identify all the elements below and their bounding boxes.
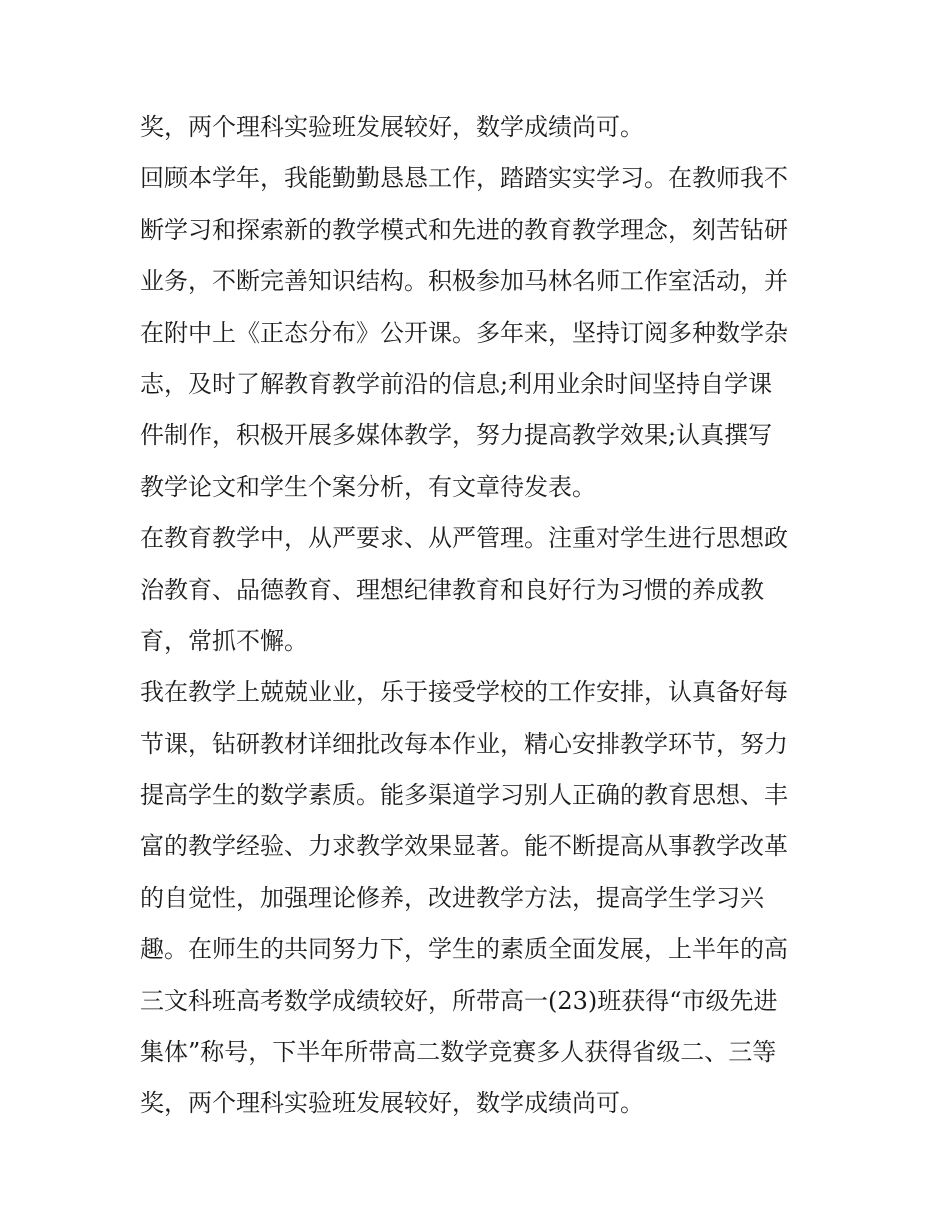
text-line: 育，常抓不懈。: [140, 626, 308, 655]
text-line: 在教育教学中，从严要求、从严管理。注重对学生进行思想政: [140, 524, 788, 553]
text-line: 志，及时了解教育教学前沿的信息;利用业余时间坚持自学课: [140, 369, 773, 398]
text-line: 断学习和探索新的教学模式和先进的教育教学理念，刻苦钻研: [140, 215, 788, 244]
text-line: 趣。在师生的共同努力下，学生的素质全面发展，上半年的高: [140, 935, 788, 964]
text-line: 教学论文和学生个案分析，有文章待发表。: [140, 472, 596, 501]
text-line: 奖，两个理科实验班发展较好，数学成绩尚可。: [140, 1089, 644, 1118]
text-line: 奖，两个理科实验班发展较好，数学成绩尚可。: [140, 113, 644, 141]
body-text: [140, 102, 820, 1130]
text-line: 集体”称号，下半年所带高二数学竞赛多人获得省级二、三等: [140, 1038, 777, 1067]
text-line: 富的教学经验、力求教学效果显著。能不断提高从事教学改革: [140, 832, 788, 861]
text-line: 件制作，积极开展多媒体教学，努力提高教学效果;认真撰写: [140, 421, 773, 450]
text-line: 提高学生的数学素质。能多渠道学习别人正确的教育思想、丰: [140, 781, 788, 810]
text-line: 我在教学上兢兢业业，乐于接受学校的工作安排，认真备好每: [140, 678, 788, 707]
text-line: 治教育、品德教育、理想纪律教育和良好行为习惯的养成教: [140, 575, 764, 604]
text-line: 三文科班高考数学成绩较好，所带高一(23)班获得“市级先进: [140, 986, 778, 1015]
text-line: 的自觉性，加强理论修养，改进教学方法，提高学生学习兴: [140, 883, 764, 912]
text-line: 节课，钻研教材详细批改每本作业，精心安排教学环节，努力: [140, 729, 788, 758]
text-line: 回顾本学年，我能勤勤恳恳工作，踏踏实实学习。在教师我不: [140, 164, 788, 193]
text-line: 在附中上《正态分布》公开课。多年来，坚持订阅多种数学杂: [140, 318, 788, 347]
text-line: 业务，不断完善知识结构。积极参加马林名师工作室活动，并: [140, 267, 788, 296]
